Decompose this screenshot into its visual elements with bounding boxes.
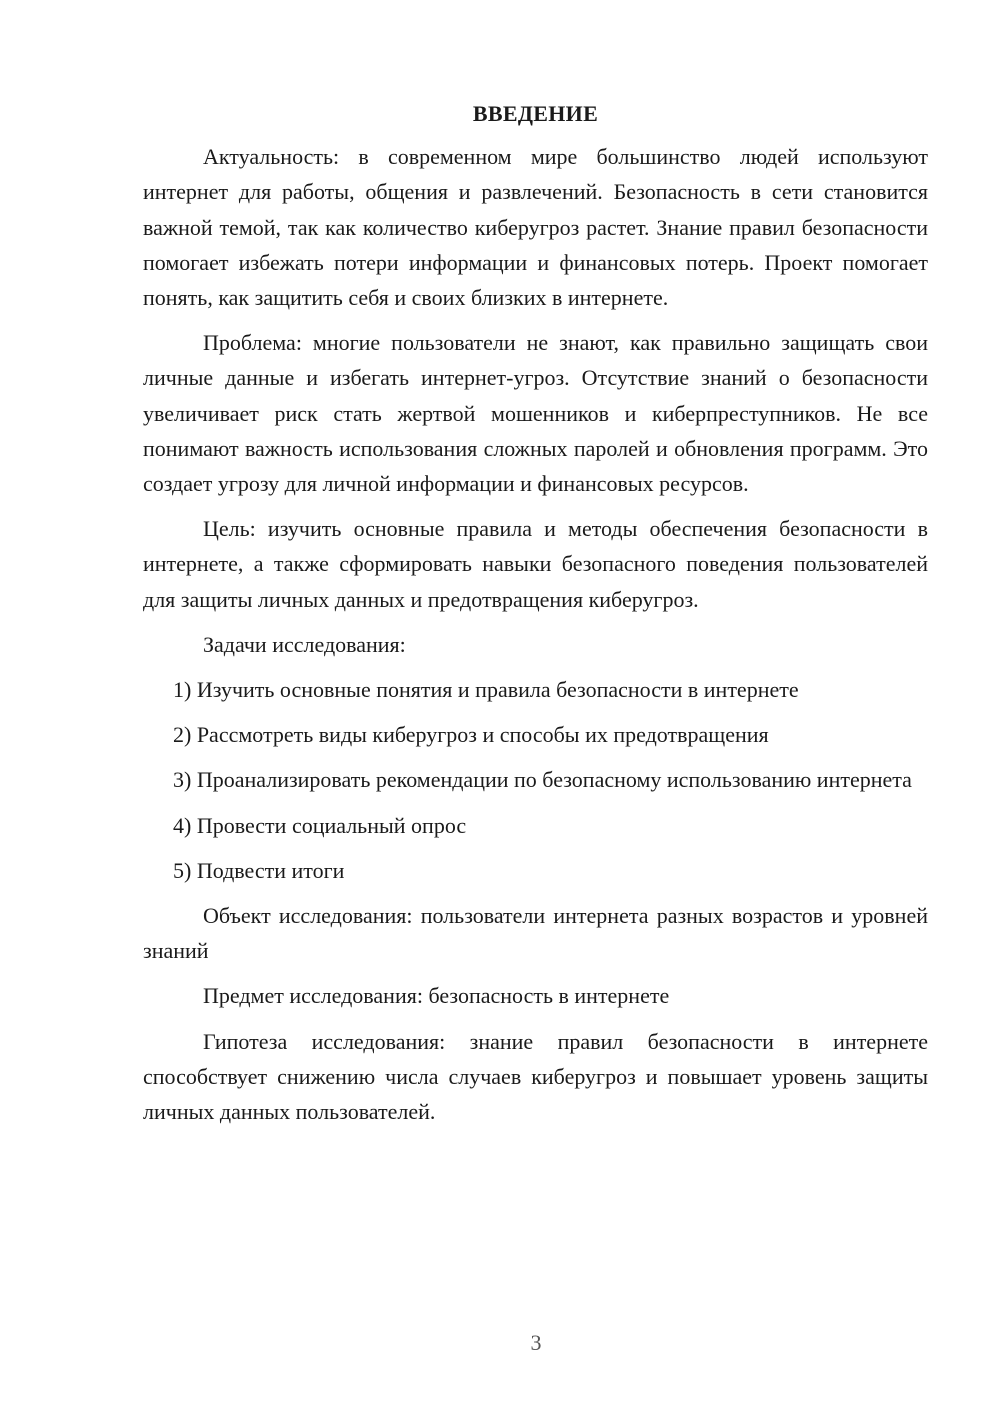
task-item: 4) Провести социальный опрос	[173, 812, 467, 838]
task-item: 1) Изучить основные понятия и правила безопасности в интернете	[173, 677, 799, 703]
tasks-list	[143, 672, 928, 888]
task-item: 2) Рассмотреть виды киберугроз и способы их предотвращения	[173, 722, 769, 748]
document-page	[143, 96, 928, 1139]
problem-paragraph: Проблема: многие пользователи не знают, как правильно защищать свои личные данные и избегать интернет-угроз. Отсутствие знаний о безопасности увеличивает риск стать жертвой мошенников и киберпреступников. Не все понимают важность использования сложных паролей и обновления программ. Это создает угрозу для личной информации и финансовых ресурсов.	[143, 330, 928, 497]
object-paragraph: Объект исследования: пользователи интернета разных возрастов и уровней знаний	[143, 903, 928, 964]
page-number: 3	[530, 1330, 542, 1355]
section-heading: ВВЕДЕНИЕ	[472, 101, 599, 126]
task-item: 5) Подвести итоги	[173, 857, 345, 883]
hypothesis-paragraph: Гипотеза исследования: знание правил безопасности в интернете способствует снижению числа случаев киберугроз и повышает уровень защиты личных данных пользователей.	[143, 1028, 928, 1125]
goal-paragraph: Цель: изучить основные правила и методы обеспечения безопасности в интернете, а также сформировать навыки безопасного поведения пользователей для защиты личных данных и предотвращения киберугроз.	[143, 516, 928, 612]
subject-paragraph: Предмет исследования: безопасность в интернете	[203, 983, 670, 1009]
relevance-paragraph: Актуальность: в современном мире большинство людей используют интернет для работы, общения и развлечений. Безопасность в сети становится важной темой, так как количество киберугроз растет. Знание правил безопасности помогает избежать потери информации и финансовых потерь. Проект помогает понять, как защитить себя и своих близких в интернете.	[143, 144, 928, 311]
task-item: 3) Проанализировать рекомендации по безопасному использованию интернета	[173, 767, 912, 793]
tasks-title: Задачи исследования:	[203, 631, 406, 657]
